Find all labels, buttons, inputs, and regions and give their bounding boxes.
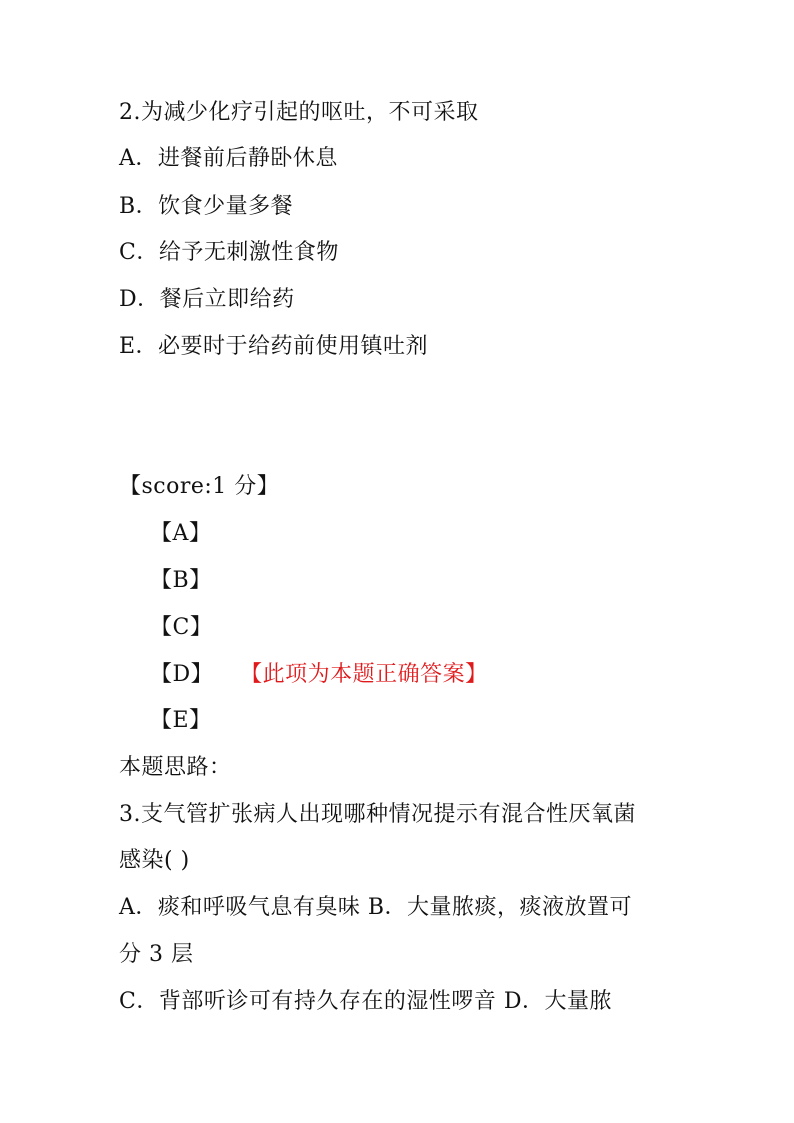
option-a: A．进餐前后静卧休息 bbox=[119, 146, 338, 171]
option-e: E．必要时于给药前使用镇吐剂 bbox=[119, 334, 429, 359]
question-2-stem: 2.为减少化疗引起的呕吐，不可采取 bbox=[119, 100, 479, 125]
answer-choice-c: 【C】 bbox=[150, 615, 213, 640]
answer-choice-a: 【A】 bbox=[150, 521, 212, 546]
option-c: C．给予无刺激性食物 bbox=[119, 240, 339, 265]
answer-choice-d-row bbox=[150, 660, 488, 690]
analysis-label: 本题思路： bbox=[119, 755, 232, 780]
question-3-stem-line-2: 感染( ) bbox=[119, 848, 190, 873]
question-3-options-line-2: 分 3 层 bbox=[119, 942, 194, 967]
answer-choice-e: 【E】 bbox=[150, 708, 212, 733]
answer-choice-d: 【D】 bbox=[150, 662, 214, 687]
answer-choice-b: 【B】 bbox=[150, 568, 212, 593]
score-label: 【score:1 分】 bbox=[119, 474, 280, 499]
option-d: D．餐后立即给药 bbox=[119, 287, 295, 312]
option-b: B．饮食少量多餐 bbox=[119, 194, 294, 219]
correct-answer-note: 【此项为本题正确答案】 bbox=[251, 662, 488, 687]
question-3-stem-line-1: 3.支气管扩张病人出现哪种情况提示有混合性厌氧菌 bbox=[119, 802, 636, 827]
question-3-options-line-3: C．背部听诊可有持久存在的湿性啰音 D．大量脓 bbox=[119, 989, 612, 1014]
question-3-options-line-1: A．痰和呼吸气息有臭味 B．大量脓痰，痰液放置可 bbox=[119, 895, 633, 920]
